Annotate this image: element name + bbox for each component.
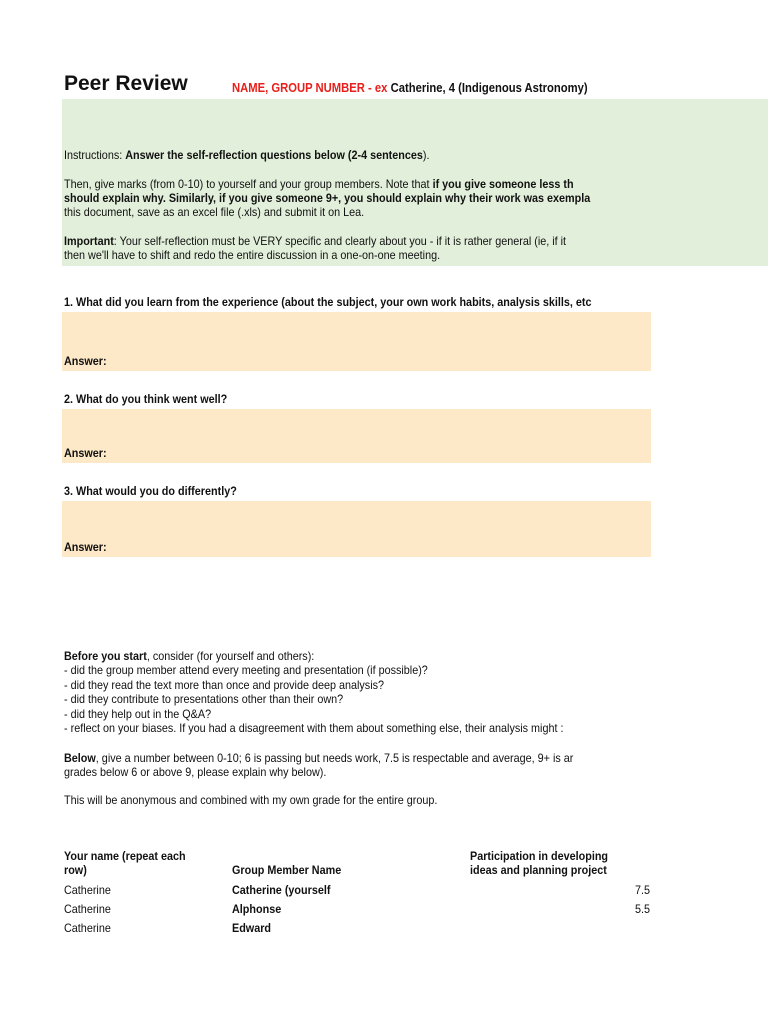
cell-member-name[interactable]: Catherine (yourself bbox=[232, 883, 331, 897]
name-group-line bbox=[232, 81, 588, 95]
answer-1-label: Answer: bbox=[64, 354, 107, 368]
marks-instruction-line2: should explain why. Similarly, if you give someone 9+, you should explain why their work was exempla bbox=[64, 191, 591, 205]
cell-your-name[interactable]: Catherine bbox=[64, 902, 111, 916]
name-group-example: Catherine, 4 (Indigenous Astronomy) bbox=[390, 81, 588, 95]
grading-scale-line1: Below, give a number between 0-10; 6 is passing but needs work, 7.5 is respectable and average, 9+ is ar bbox=[64, 751, 574, 765]
answer-2-label: Answer: bbox=[64, 446, 107, 460]
before-start-heading: Before you start, consider (for yourself and others): bbox=[64, 649, 315, 663]
col-header-participation-l2: ideas and planning project bbox=[470, 863, 607, 877]
col-header-participation-l1: Participation in developing bbox=[470, 849, 609, 863]
col-header-member-name: Group Member Name bbox=[232, 863, 342, 877]
answer-1-field[interactable] bbox=[62, 312, 651, 371]
anonymous-note: This will be anonymous and combined with my own grade for the entire group. bbox=[64, 793, 438, 807]
question-1: 1. What did you learn from the experience (about the subject, your own work habits, analysis skills, etc bbox=[64, 295, 592, 309]
cell-your-name[interactable]: Catherine bbox=[64, 883, 111, 897]
instructions-line: Instructions: Answer the self-reflection questions below (2-4 sentences). bbox=[64, 148, 430, 162]
col-header-your-name-l2: row) bbox=[64, 863, 87, 877]
answer-2-field[interactable] bbox=[62, 409, 651, 463]
cell-member-name[interactable]: Alphonse bbox=[232, 902, 282, 916]
important-line2: then we'll have to shift and redo the entire discussion in a one-on-one meeting. bbox=[64, 248, 441, 262]
question-3: 3. What would you do differently? bbox=[64, 484, 237, 498]
cell-participation[interactable]: 7.5 bbox=[634, 883, 650, 897]
checklist-item: - did they contribute to presentations other than their own? bbox=[64, 692, 344, 706]
cell-your-name[interactable]: Catherine bbox=[64, 921, 111, 935]
grading-scale-line2: grades below 6 or above 9, please explain why below). bbox=[64, 765, 327, 779]
checklist-item: - did the group member attend every meeting and presentation (if possible)? bbox=[64, 663, 428, 677]
answer-3-field[interactable] bbox=[62, 501, 651, 557]
name-group-label: NAME, GROUP NUMBER - ex bbox=[232, 81, 388, 95]
col-header-your-name-l1: Your name (repeat each bbox=[64, 849, 186, 863]
checklist-item: - reflect on your biases. If you had a disagreement with them about something else, their analysis might : bbox=[64, 721, 564, 735]
checklist-item: - did they help out in the Q&A? bbox=[64, 707, 212, 721]
page-title: Peer Review bbox=[64, 72, 188, 95]
question-2: 2. What do you think went well? bbox=[64, 392, 228, 406]
important-line1: Important: Your self-reflection must be VERY specific and clearly about you - if it is rather general (ie, if it bbox=[64, 234, 567, 248]
answer-3-label: Answer: bbox=[64, 540, 107, 554]
checklist-item: - did they read the text more than once and provide deep analysis? bbox=[64, 678, 385, 692]
marks-instruction-line1: Then, give marks (from 0-10) to yourself and your group members. Note that if you give someone less th bbox=[64, 177, 574, 191]
cell-member-name[interactable]: Edward bbox=[232, 921, 272, 935]
cell-participation[interactable]: 5.5 bbox=[634, 902, 650, 916]
marks-instruction-line3: this document, save as an excel file (.xls) and submit it on Lea. bbox=[64, 205, 365, 219]
